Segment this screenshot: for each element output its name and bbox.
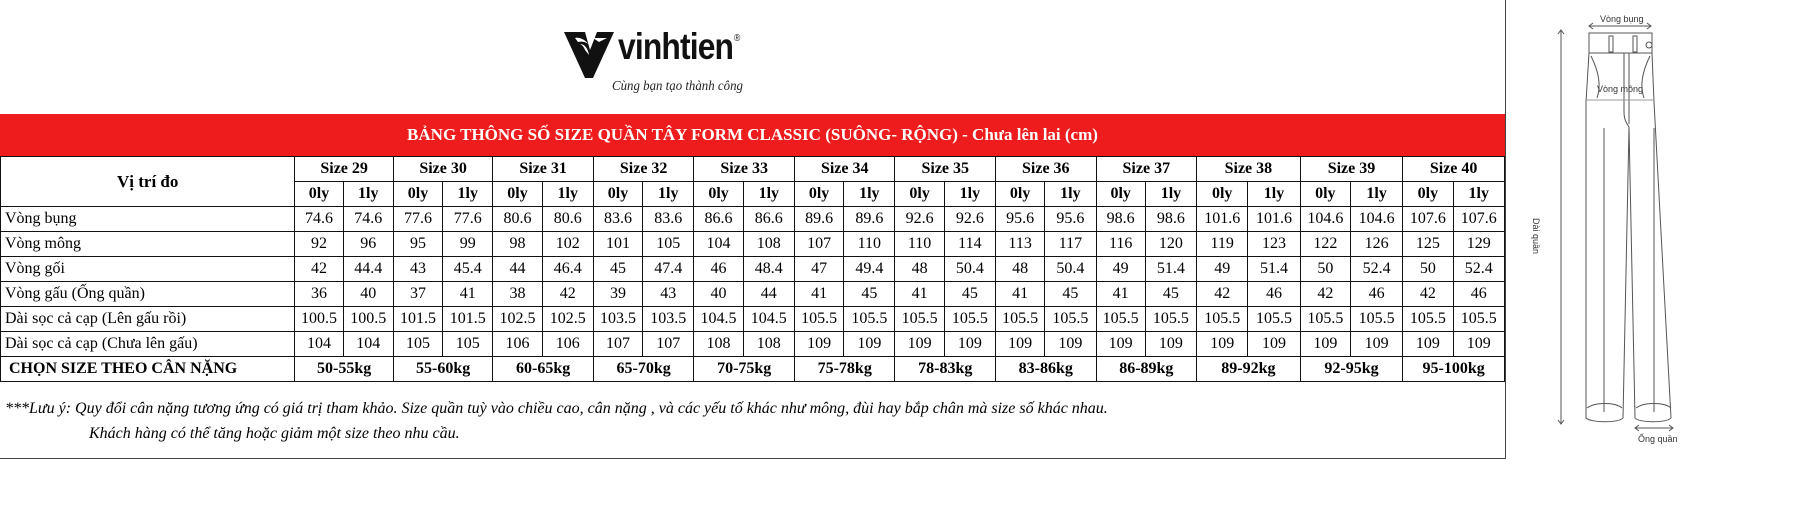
size-header: Size 32 xyxy=(593,157,694,182)
measurement-value: 105.5 xyxy=(1453,307,1504,332)
weight-range: 83-86kg xyxy=(996,357,1097,382)
measurement-value: 114 xyxy=(944,232,995,257)
weight-range: 86-89kg xyxy=(1096,357,1197,382)
measurement-value: 109 xyxy=(895,332,944,357)
measurement-value: 89.6 xyxy=(844,207,895,232)
pleat-header: 1ly xyxy=(1045,182,1096,207)
measurement-value: 49 xyxy=(1096,257,1145,282)
measurement-value: 105.5 xyxy=(996,307,1045,332)
weight-range: 50-55kg xyxy=(295,357,393,382)
measurement-value: 123 xyxy=(1248,232,1300,257)
measurement-value: 109 xyxy=(944,332,995,357)
measurement-value: 48 xyxy=(895,257,944,282)
measurement-value: 105.5 xyxy=(1045,307,1096,332)
weight-range: 65-70kg xyxy=(593,357,694,382)
pleat-header: 1ly xyxy=(1453,182,1504,207)
measurement-value: 86.6 xyxy=(694,207,743,232)
measurement-value: 107 xyxy=(593,332,642,357)
measurement-value: 37 xyxy=(393,282,442,307)
measurement-value: 110 xyxy=(895,232,944,257)
measurement-value: 101.5 xyxy=(393,307,442,332)
measurement-value: 40 xyxy=(343,282,393,307)
measurement-value: 113 xyxy=(996,232,1045,257)
measurement-value: 107.6 xyxy=(1403,207,1453,232)
measurement-value: 105 xyxy=(643,232,694,257)
measurement-value: 98.6 xyxy=(1096,207,1145,232)
measurement-value: 101.6 xyxy=(1197,207,1248,232)
measurement-value: 109 xyxy=(1350,332,1402,357)
measurement-value: 92.6 xyxy=(895,207,944,232)
length-label: Dài quần xyxy=(1531,218,1541,255)
measurement-value: 42 xyxy=(542,282,593,307)
measurement-value: 108 xyxy=(694,332,743,357)
size-header: Size 40 xyxy=(1403,157,1505,182)
measurement-value: 107 xyxy=(794,232,843,257)
brand-logo xyxy=(560,24,780,100)
measurement-value: 107.6 xyxy=(1453,207,1504,232)
measurement-value: 49.4 xyxy=(844,257,895,282)
measurement-value: 52.4 xyxy=(1453,257,1504,282)
measurement-value: 99 xyxy=(443,232,493,257)
measurement-value: 104 xyxy=(694,232,743,257)
measurement-value: 101.6 xyxy=(1248,207,1300,232)
measurement-value: 42 xyxy=(1197,282,1248,307)
measurement-label: Vòng gối xyxy=(1,257,295,282)
measurement-value: 52.4 xyxy=(1350,257,1402,282)
size-header-row xyxy=(1,157,1505,182)
weight-range: 89-92kg xyxy=(1197,357,1301,382)
pleat-header: 0ly xyxy=(493,182,542,207)
weight-row-label: CHỌN SIZE THEO CÂN NẶNG xyxy=(1,357,295,382)
measurement-value: 50.4 xyxy=(1045,257,1096,282)
weight-row xyxy=(1,357,1505,382)
measurement-label: Dài sọc cả cạp (Lên gấu rồi) xyxy=(1,307,295,332)
measurement-value: 77.6 xyxy=(443,207,493,232)
measurement-row xyxy=(1,307,1505,332)
measurement-value: 109 xyxy=(794,332,843,357)
size-header: Size 38 xyxy=(1197,157,1301,182)
measurement-value: 74.6 xyxy=(295,207,343,232)
measurement-value: 120 xyxy=(1145,232,1196,257)
measurement-value: 44 xyxy=(493,257,542,282)
brand-name: vinhtien® xyxy=(618,26,741,67)
measurement-value: 104.6 xyxy=(1300,207,1350,232)
measurement-value: 109 xyxy=(1096,332,1145,357)
size-header: Size 35 xyxy=(895,157,996,182)
pleat-header: 0ly xyxy=(295,182,343,207)
measurement-value: 92 xyxy=(295,232,343,257)
measurement-value: 109 xyxy=(1045,332,1096,357)
pleat-header: 1ly xyxy=(443,182,493,207)
size-header: Size 30 xyxy=(393,157,493,182)
measurement-value: 96 xyxy=(343,232,393,257)
pleat-header: 1ly xyxy=(1145,182,1196,207)
size-table xyxy=(0,156,1505,382)
measurement-value: 106 xyxy=(493,332,542,357)
measurement-value: 126 xyxy=(1350,232,1402,257)
size-header: Size 37 xyxy=(1096,157,1197,182)
measurement-value: 46 xyxy=(1350,282,1402,307)
pleat-header: 0ly xyxy=(593,182,642,207)
measurement-row xyxy=(1,332,1505,357)
measurement-value: 103.5 xyxy=(593,307,642,332)
size-header: Size 33 xyxy=(694,157,795,182)
measurement-value: 117 xyxy=(1045,232,1096,257)
measurement-value: 42 xyxy=(295,257,343,282)
measurement-value: 109 xyxy=(1453,332,1504,357)
measurement-value: 45 xyxy=(1145,282,1196,307)
measurement-value: 102.5 xyxy=(493,307,542,332)
note-line-2: Khách hàng có thể tăng hoặc giảm một size theo nhu cầu. xyxy=(89,425,460,442)
pleat-header: 1ly xyxy=(1248,182,1300,207)
measurement-value: 80.6 xyxy=(493,207,542,232)
measurement-value: 109 xyxy=(1248,332,1300,357)
measurement-value: 38 xyxy=(493,282,542,307)
measurement-value: 45 xyxy=(593,257,642,282)
measurement-value: 105.5 xyxy=(1350,307,1402,332)
measurement-value: 105.5 xyxy=(944,307,995,332)
measurement-value: 51.4 xyxy=(1248,257,1300,282)
measurement-value: 108 xyxy=(743,232,794,257)
measurement-value: 102 xyxy=(542,232,593,257)
measurement-label: Vòng gấu (Ống quần) xyxy=(1,282,295,307)
measurement-row xyxy=(1,232,1505,257)
measurement-value: 80.6 xyxy=(542,207,593,232)
measurement-value: 86.6 xyxy=(743,207,794,232)
brand-slogan: Cùng bạn tạo thành công xyxy=(612,79,743,94)
measurement-value: 105.5 xyxy=(1197,307,1248,332)
measurement-value: 46.4 xyxy=(542,257,593,282)
measurement-value: 45 xyxy=(1045,282,1096,307)
measurement-value: 95.6 xyxy=(1045,207,1096,232)
measurement-value: 104.5 xyxy=(694,307,743,332)
pleat-header: 1ly xyxy=(944,182,995,207)
measurement-value: 100.5 xyxy=(343,307,393,332)
measurement-value: 104.6 xyxy=(1350,207,1402,232)
measurement-value: 47 xyxy=(794,257,843,282)
measurement-value: 40 xyxy=(694,282,743,307)
pleat-header: 0ly xyxy=(996,182,1045,207)
pleat-header: 0ly xyxy=(1197,182,1248,207)
pleat-header: 1ly xyxy=(743,182,794,207)
measurement-value: 109 xyxy=(1403,332,1453,357)
size-header: Size 39 xyxy=(1300,157,1403,182)
pleat-header: 1ly xyxy=(542,182,593,207)
measurement-value: 105.5 xyxy=(1096,307,1145,332)
measurement-value: 45 xyxy=(844,282,895,307)
trousers-illustration xyxy=(1505,0,1793,458)
measurement-value: 119 xyxy=(1197,232,1248,257)
measurement-value: 104 xyxy=(343,332,393,357)
size-header: Size 31 xyxy=(493,157,594,182)
leg-opening-label: Ống quần xyxy=(1638,434,1678,444)
measurement-value: 49 xyxy=(1197,257,1248,282)
measurement-value: 105 xyxy=(443,332,493,357)
measurement-value: 41 xyxy=(794,282,843,307)
waist-label: Vòng bụng xyxy=(1600,14,1644,24)
measurement-value: 129 xyxy=(1453,232,1504,257)
measurement-value: 98 xyxy=(493,232,542,257)
measurement-value: 50.4 xyxy=(944,257,995,282)
weight-range: 95-100kg xyxy=(1403,357,1505,382)
measurement-value: 41 xyxy=(895,282,944,307)
measurement-value: 125 xyxy=(1403,232,1453,257)
measurement-value: 105.5 xyxy=(1403,307,1453,332)
pleat-header: 0ly xyxy=(694,182,743,207)
measurement-value: 108 xyxy=(743,332,794,357)
size-header: Size 34 xyxy=(794,157,895,182)
measurement-value: 41 xyxy=(1096,282,1145,307)
pleat-header: 0ly xyxy=(1300,182,1350,207)
measurement-value: 104 xyxy=(295,332,343,357)
note xyxy=(5,396,1108,446)
measurement-value: 92.6 xyxy=(944,207,995,232)
measurement-value: 41 xyxy=(443,282,493,307)
measurement-label: Vòng mông xyxy=(1,232,295,257)
measurement-value: 102.5 xyxy=(542,307,593,332)
weight-range: 55-60kg xyxy=(393,357,493,382)
weight-range: 75-78kg xyxy=(794,357,895,382)
measurement-value: 105.5 xyxy=(1145,307,1196,332)
measurement-value: 46 xyxy=(694,257,743,282)
measurement-label: Dài sọc cả cạp (Chưa lên gấu) xyxy=(1,332,295,357)
measurement-value: 98.6 xyxy=(1145,207,1196,232)
measurement-value: 95 xyxy=(393,232,442,257)
chart-title: BẢNG THÔNG SỐ SIZE QUẦN TÂY FORM CLASSIC (SUÔNG- RỘNG) - Chưa lên lai (cm) xyxy=(0,114,1505,156)
measurement-position-header: Vị trí đo xyxy=(1,157,295,207)
measurement-value: 51.4 xyxy=(1145,257,1196,282)
size-header: Size 29 xyxy=(295,157,393,182)
measurement-value: 39 xyxy=(593,282,642,307)
measurement-value: 47.4 xyxy=(643,257,694,282)
pleat-header: 1ly xyxy=(1350,182,1402,207)
hip-label: Vòng mông xyxy=(1597,84,1644,94)
measurement-value: 42 xyxy=(1300,282,1350,307)
measurement-value: 43 xyxy=(393,257,442,282)
measurement-value: 36 xyxy=(295,282,343,307)
waistband xyxy=(1589,33,1652,53)
measurement-value: 105.5 xyxy=(1248,307,1300,332)
measurement-value: 77.6 xyxy=(393,207,442,232)
measurement-row xyxy=(1,257,1505,282)
measurement-value: 42 xyxy=(1403,282,1453,307)
pleat-header: 0ly xyxy=(1403,182,1453,207)
weight-range: 78-83kg xyxy=(895,357,996,382)
measurement-value: 43 xyxy=(643,282,694,307)
pleat-header: 1ly xyxy=(844,182,895,207)
weight-range: 92-95kg xyxy=(1300,357,1403,382)
measurement-value: 109 xyxy=(1300,332,1350,357)
measurement-value: 104.5 xyxy=(743,307,794,332)
measurement-value: 105.5 xyxy=(794,307,843,332)
measurement-value: 110 xyxy=(844,232,895,257)
measurement-value: 109 xyxy=(996,332,1045,357)
pleat-header: 0ly xyxy=(794,182,843,207)
measurement-value: 100.5 xyxy=(295,307,343,332)
measurement-value: 109 xyxy=(844,332,895,357)
pleat-header: 0ly xyxy=(393,182,442,207)
measurement-label: Vòng bụng xyxy=(1,207,295,232)
size-header: Size 36 xyxy=(996,157,1097,182)
measurement-value: 50 xyxy=(1403,257,1453,282)
measurement-row xyxy=(1,282,1505,307)
measurement-value: 89.6 xyxy=(794,207,843,232)
measurement-value: 105.5 xyxy=(895,307,944,332)
weight-range: 70-75kg xyxy=(694,357,795,382)
weight-range: 60-65kg xyxy=(493,357,594,382)
measurement-row xyxy=(1,207,1505,232)
measurement-value: 107 xyxy=(643,332,694,357)
measurement-value: 83.6 xyxy=(643,207,694,232)
measurement-value: 46 xyxy=(1453,282,1504,307)
pleat-header: 0ly xyxy=(1096,182,1145,207)
measurement-value: 106 xyxy=(542,332,593,357)
measurement-value: 48 xyxy=(996,257,1045,282)
trousers-diagram xyxy=(1505,0,1793,458)
measurement-value: 45.4 xyxy=(443,257,493,282)
pleat-header: 1ly xyxy=(343,182,393,207)
measurement-value: 41 xyxy=(996,282,1045,307)
measurement-value: 103.5 xyxy=(643,307,694,332)
measurement-value: 44.4 xyxy=(343,257,393,282)
measurement-value: 109 xyxy=(1145,332,1196,357)
measurement-value: 45 xyxy=(944,282,995,307)
measurement-value: 44 xyxy=(743,282,794,307)
pleat-header: 1ly xyxy=(643,182,694,207)
measurement-value: 83.6 xyxy=(593,207,642,232)
measurement-value: 46 xyxy=(1248,282,1300,307)
measurement-value: 95.6 xyxy=(996,207,1045,232)
measurement-value: 105 xyxy=(393,332,442,357)
measurement-value: 105.5 xyxy=(1300,307,1350,332)
measurement-value: 48.4 xyxy=(743,257,794,282)
measurement-value: 105.5 xyxy=(844,307,895,332)
measurement-rows xyxy=(1,207,1505,382)
pleat-header: 0ly xyxy=(895,182,944,207)
measurement-value: 50 xyxy=(1300,257,1350,282)
measurement-value: 101.5 xyxy=(443,307,493,332)
measurement-value: 101 xyxy=(593,232,642,257)
brand-mark-icon xyxy=(563,30,615,80)
measurement-value: 122 xyxy=(1300,232,1350,257)
note-line-1: ***Lưu ý: Quy đổi cân nặng tương ứng có giá trị tham khảo. Size quần tuỳ vào chiều cao, cân nặng , và các yếu tố khác như mông, đùi hay bắp chân mà size số khác nhau. xyxy=(5,400,1108,417)
measurement-value: 116 xyxy=(1096,232,1145,257)
measurement-value: 109 xyxy=(1197,332,1248,357)
measurement-value: 74.6 xyxy=(343,207,393,232)
